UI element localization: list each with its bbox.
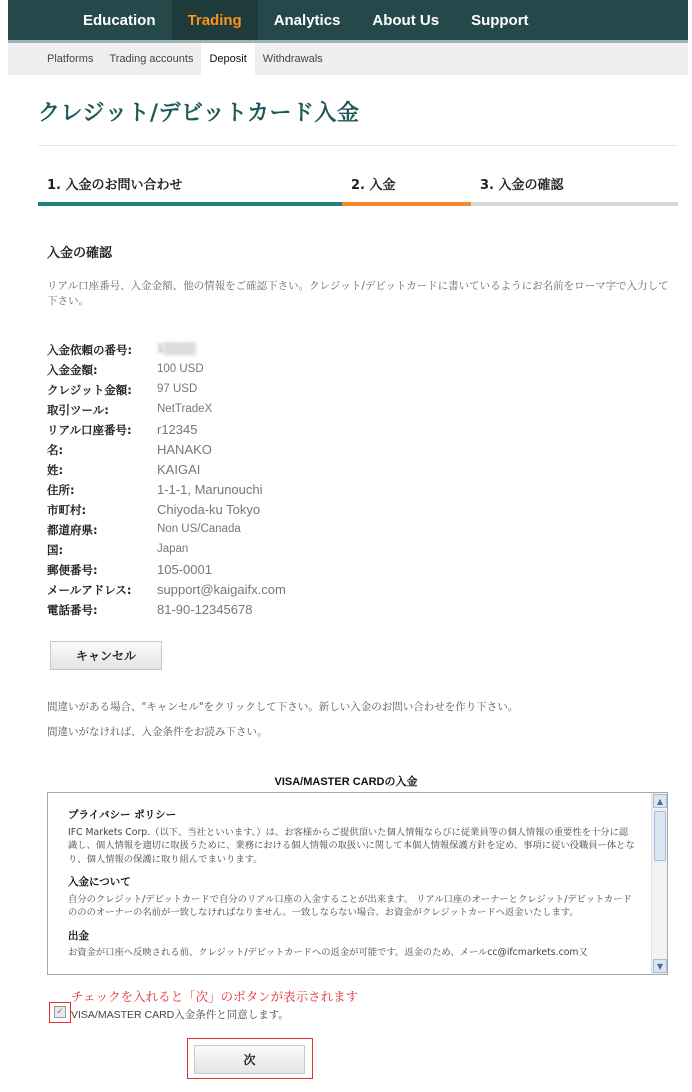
detail-value: 105-0001 <box>157 562 212 577</box>
title-divider <box>38 145 678 146</box>
detail-label: クレジット金額: <box>47 383 132 397</box>
subnav-platforms[interactable]: Platforms <box>47 53 94 65</box>
scroll-up-icon[interactable]: ▲ <box>653 794 667 808</box>
nav-trading[interactable]: Trading <box>172 0 258 40</box>
terms-section-heading: 出金 <box>68 929 89 942</box>
subnav-deposit[interactable]: Deposit <box>201 43 254 75</box>
subnav-withdrawals[interactable]: Withdrawals <box>262 53 323 65</box>
detail-value: KAIGAI <box>157 462 201 477</box>
sub-navigation <box>8 43 688 75</box>
checkbox-annotation: チェックを入れると「次」のボタンが表示されます <box>71 989 359 1004</box>
detail-value: 1-1-1, Marunouchi <box>157 482 263 497</box>
detail-label: 名: <box>47 443 64 457</box>
terms-scrollbar[interactable] <box>651 793 667 974</box>
detail-value: support@kaigaifx.com <box>157 582 286 597</box>
detail-value: Chiyoda-ku Tokyo <box>157 502 261 517</box>
detail-label: 入金金額: <box>47 363 98 377</box>
scroll-down-icon[interactable]: ▼ <box>653 959 667 973</box>
terms-section-body: 自分のクレジット/デビットカードで自分のリアル口座の入金することが出来ます。 リアル口座のオーナーとクレジット/デビットカードのののオーナーの名前が一致しなければなりません。一致しならない場合、お資金がクレジットカードへ返金いたします。 <box>68 893 632 918</box>
nav-support[interactable]: Support <box>471 11 529 29</box>
detail-label: 住所: <box>47 483 75 497</box>
detail-label: 電話番号: <box>47 603 98 617</box>
detail-value: HANAKO <box>157 442 212 457</box>
step-deposit <box>342 164 471 206</box>
terms-scroll-box[interactable] <box>47 792 668 975</box>
detail-value: Non US/Canada <box>157 523 241 535</box>
detail-label: 都道府県: <box>47 523 98 537</box>
detail-label: 郵便番号: <box>47 563 98 577</box>
terms-title: VISA/MASTER CARDの入金 <box>274 776 418 788</box>
detail-value: 97 USD <box>157 383 198 395</box>
check-icon: ✓ <box>56 1007 64 1017</box>
step-bar-current <box>342 202 471 206</box>
detail-label: 姓: <box>47 463 64 477</box>
nav-education[interactable]: Education <box>83 11 156 29</box>
step-inquiry <box>38 164 342 206</box>
step-label: 2. 入金 <box>351 178 396 193</box>
detail-label: 取引ツール: <box>47 403 109 417</box>
top-navigation <box>8 0 688 40</box>
progress-steps <box>38 164 678 206</box>
detail-value: 81-90-12345678 <box>157 602 253 617</box>
next-button[interactable]: 次 <box>194 1045 305 1074</box>
nav-analytics[interactable]: Analytics <box>273 11 341 29</box>
step-label: 1. 入金のお問い合わせ <box>47 178 183 193</box>
detail-value: NetTradeX <box>157 403 213 415</box>
detail-value: r12345 <box>157 422 198 437</box>
agree-checkbox[interactable] <box>54 1006 66 1018</box>
terms-section-heading: プライバシー ポリシー <box>68 809 177 821</box>
step-confirmation <box>471 164 678 206</box>
step-label: 3. 入金の確認 <box>480 178 564 193</box>
detail-label: 市町村: <box>47 503 87 517</box>
agree-label: VISA/MASTER CARD入金条件と同意します。 <box>71 1009 289 1021</box>
detail-label: 入金依頼の番号: <box>47 343 133 357</box>
step-bar-pending <box>471 202 678 206</box>
detail-label: メールアドレス: <box>47 583 132 597</box>
nav-about-us[interactable]: About Us <box>372 11 440 29</box>
intro-text: リアル口座番号、入金金額、他の情報をご確認下さい。クレジット/デビットカードに書いているようにお名前をローマ字で入力して下さい。 <box>47 280 669 307</box>
terms-section-body: IFC Markets Corp.（以下、当社といいます。）は、お客様からご提供頂いた個人情報ならびに従業員等の個人情報の重要性を十分に認識し、個人情報を適切に取扱うために、業務における個人情報の取扱いに関して本個人情報保護方針を定め、事項に従い役職員ー体となり、個人情報の保護に取り組んでまいります。 <box>68 826 635 865</box>
detail-label: リアル口座番号: <box>47 423 132 437</box>
subnav-trading-accounts[interactable]: Trading accounts <box>109 53 194 65</box>
page-title: クレジット/デビットカード入金 <box>38 101 360 126</box>
terms-content <box>68 809 636 970</box>
terms-section-heading: 入金について <box>68 876 131 888</box>
detail-value: 1▒▒▒▒ <box>157 343 196 355</box>
cancel-button[interactable]: キャンセル <box>50 641 162 670</box>
detail-label: 国: <box>47 543 64 557</box>
scroll-thumb[interactable] <box>654 811 666 861</box>
cancel-note: 間違いがある場合、"キャンセル"をクリックして下さい。新しい入金のお問い合わせを作り下さい。 <box>47 701 519 713</box>
terms-section-body: お資金が口座へ反映される前、クレジット/デビットカードへの返金が可能です。返金のため、メールcc@ifcmarkets.com又 <box>68 947 588 958</box>
terms-note: 間違いがなければ、入金条件をお読み下さい。 <box>47 726 268 738</box>
detail-value: 100 USD <box>157 363 204 375</box>
detail-value: Japan <box>157 543 189 555</box>
section-heading: 入金の確認 <box>47 246 113 261</box>
step-bar-complete <box>38 202 342 206</box>
